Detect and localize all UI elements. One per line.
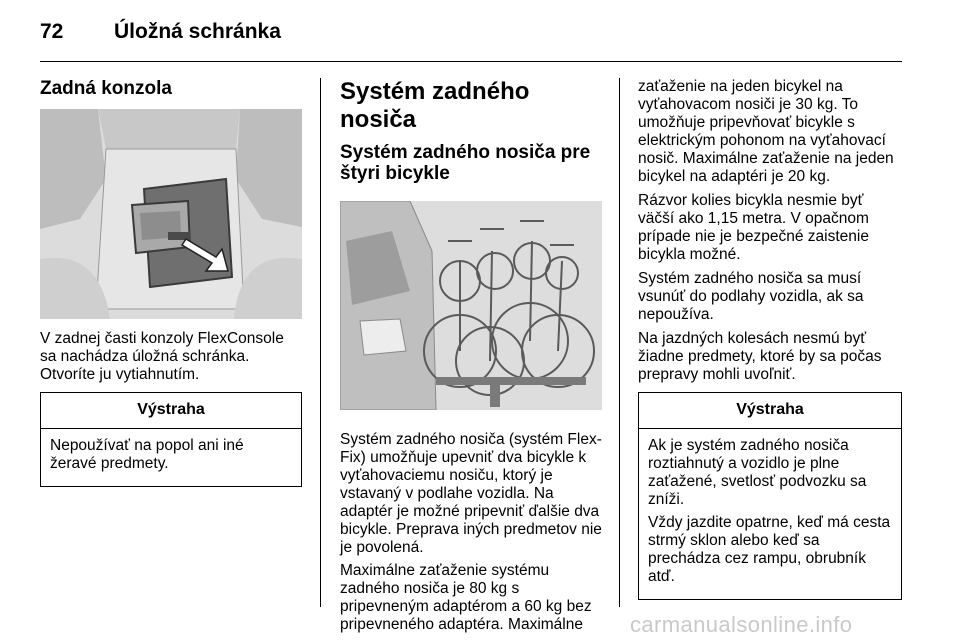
chapter-title: Úložná schránka: [114, 20, 281, 43]
header-divider: [40, 61, 902, 62]
heading-rear-carrier: Systém zadného nosiča: [340, 78, 530, 133]
column-3: [638, 78, 902, 600]
subheading-four-bikes: Systém zadného nosiča pre štyri bicykle: [340, 142, 591, 184]
carrier-paragraph-2: Maximálne zaťaženie systému zadného nosiča je 80 kg s pripevneným adaptérom a 60 kg bez pripevneného adaptéra. Maximálne: [340, 562, 592, 633]
warning-text-col3-1: Ak je systém zadného nosiča roztiahnutý a vozidlo je plne zaťažené, svetlosť podvozku sa zníži.: [648, 437, 867, 508]
warning-text-col3-2: Vždy jazdite opatrne, keď má cesta strmý sklon alebo keď sa prechádza cez rampu, obrubník atď.: [648, 514, 891, 585]
carrier-paragraph-6: Na jazdných kolesách nesmú byť žiadne predmety, ktoré by sa počas prepravy mohli uvoľniť.: [638, 330, 882, 383]
warning-box-col3: [638, 392, 902, 600]
column-divider-1: [320, 78, 321, 607]
warning-text-col1: Nepoužívať na popol ani iné žeravé predmety.: [50, 437, 244, 472]
warning-title-col3: Výstraha: [639, 393, 901, 429]
column-divider-2: [619, 78, 620, 607]
carrier-paragraph-1: Systém zadného nosiča (systém Flex-Fix) umožňuje upevniť dva bicykle k vyťahovaciemu nosiču, ktorý je vstavaný v podlahe vozidla. Na adaptér je možné pripevniť ďalšie dva bicykle. Preprava iných predmetov nie je povolená.: [340, 431, 602, 556]
warning-box-col1: [40, 392, 302, 487]
bike-carrier-illustration: [340, 201, 602, 410]
column-1: [40, 78, 302, 487]
column-2: [340, 78, 603, 639]
section-title-rear-console: Zadná konzola: [40, 78, 172, 99]
carrier-paragraph-3: zaťaženie na jeden bicykel na vyťahovacom nosiči je 30 kg. To umožňuje pripevňovať bicykle s elektrickým pohonom na vyťahovací nosič. Maximálne zaťaženie na jeden bicykel na adaptéri je 20 kg.: [638, 78, 894, 185]
watermark: carmanualsonline.info: [630, 612, 853, 637]
rear-console-paragraph: V zadnej časti konzoly FlexConsole sa nachádza úložná schránka. Otvoríte ju vytiahnutím.: [40, 330, 284, 383]
page-number: 72: [40, 20, 64, 43]
carrier-paragraph-5: Systém zadného nosiča sa musí vsunúť do podlahy vozidla, ak sa nepoužíva.: [638, 270, 864, 323]
carrier-paragraph-4: Rázvor kolies bicykla nesmie byť väčší ako 1,15 metra. V opačnom prípade nie je bezpečné zaistenie bicykla možné.: [638, 192, 869, 263]
rear-console-illustration: [40, 109, 302, 319]
warning-title-col1: Výstraha: [41, 393, 301, 429]
